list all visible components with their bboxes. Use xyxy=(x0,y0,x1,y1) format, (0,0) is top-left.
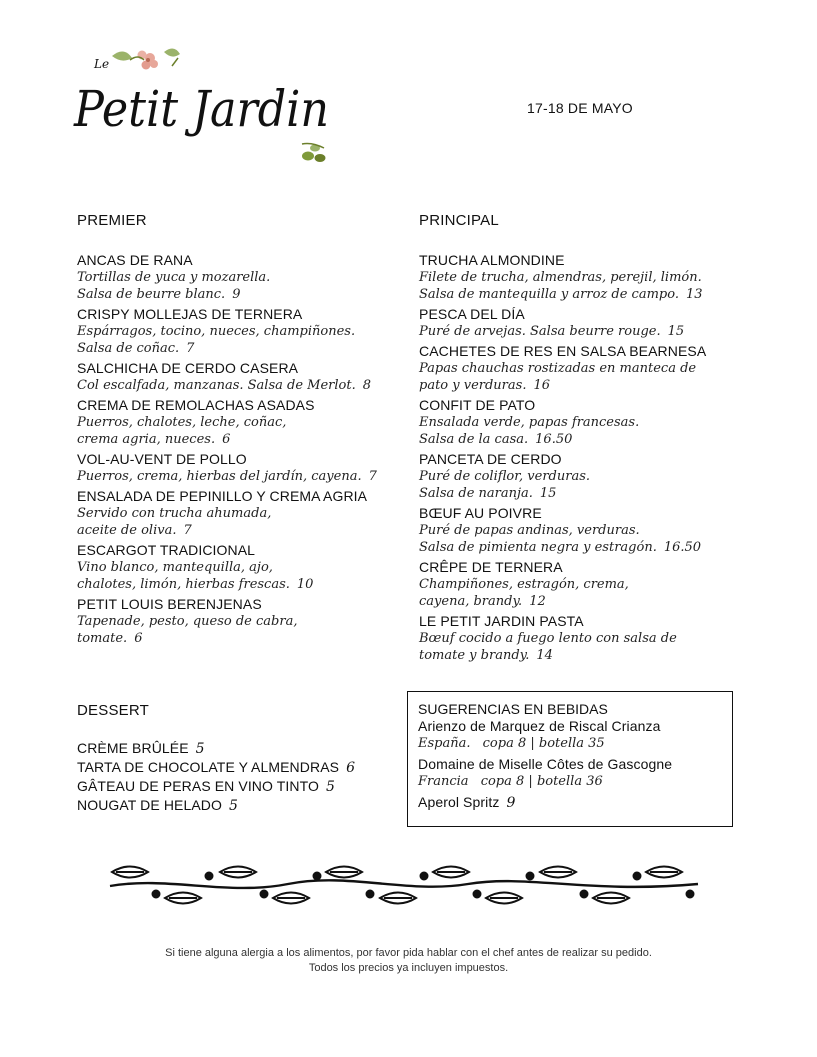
menu-item xyxy=(77,739,407,758)
menu-item-name: CRISPY MOLLEJAS DE TERNERA xyxy=(77,306,303,322)
menu-item xyxy=(419,505,759,556)
menu-item-desc: tomate y brandy. xyxy=(419,648,530,663)
menu-item-price: 6 xyxy=(222,432,231,447)
menu-item-desc: Col escalfada, manzanas. Salsa de Merlot. xyxy=(77,378,356,393)
menu-item-desc: Salsa de beurre blanc. xyxy=(77,287,226,302)
menu-item-name: TARTA DE CHOCOLATE Y ALMENDRAS xyxy=(77,759,340,775)
berry-icon xyxy=(687,891,694,898)
menu-item-desc: Espárragos, tocino, nueces, champiñones. xyxy=(77,324,356,339)
menu-item-name: SALCHICHA DE CERDO CASERA xyxy=(77,360,299,376)
drinks-box xyxy=(407,691,733,827)
menu-item-price: 13 xyxy=(685,287,703,302)
divider: | xyxy=(526,736,539,751)
menu-item-desc: Champiñones, estragón, crema, xyxy=(419,577,629,592)
menu-item-desc: aceite de oliva. xyxy=(77,523,177,538)
menu-item-desc: Puerros, chalotes, leche, coñac, xyxy=(77,415,287,430)
menu-item-desc: Salsa de naranja. xyxy=(419,486,533,501)
menu-item-price: 5 xyxy=(195,741,205,757)
event-date: 17-18 DE MAYO xyxy=(527,100,633,116)
menu-item-price: 7 xyxy=(368,469,377,484)
dessert-list xyxy=(77,739,407,815)
menu-item-name: PESCA DEL DÍA xyxy=(419,306,525,322)
berry-icon xyxy=(421,873,428,880)
menu-item xyxy=(77,397,407,448)
premier-title: PREMIER xyxy=(77,212,147,229)
berry-icon xyxy=(206,873,213,880)
principal-list xyxy=(419,252,759,667)
menu-item-desc: Papas chauchas rostizadas en manteca de xyxy=(419,361,697,376)
menu-item-desc: tomate. xyxy=(77,631,128,646)
logo-small-text: Le xyxy=(94,57,110,71)
drink-bottle-price: botella 36 xyxy=(536,774,603,789)
menu-item xyxy=(77,777,407,796)
menu-item-name: ANCAS DE RANA xyxy=(77,252,193,268)
drink-name: Arienzo de Marquez de Riscal Crianza xyxy=(418,718,661,734)
menu-item xyxy=(77,796,407,815)
menu-item-price: 6 xyxy=(134,631,143,646)
berry-icon xyxy=(527,873,534,880)
menu-item-name: ENSALADA DE PEPINILLO Y CREMA AGRIA xyxy=(77,488,368,504)
menu-item-price: 5 xyxy=(326,779,336,795)
divider: | xyxy=(524,774,537,789)
menu-item-desc: Puerros, crema, hierbas del jardín, cayena. xyxy=(77,469,362,484)
menu-item-desc: pato y verduras. xyxy=(419,378,527,393)
menu-item-name: VOL-AU-VENT DE POLLO xyxy=(77,451,247,467)
menu-item-desc: Puré de coliflor, verduras. xyxy=(419,469,590,484)
drink-glass-price: copa 8 xyxy=(482,736,527,751)
menu-item xyxy=(419,613,759,664)
menu-item-price: 14 xyxy=(536,648,553,663)
menu-item-price: 15 xyxy=(667,324,685,339)
menu-item-desc: Filete de trucha, almendras, perejil, limón. xyxy=(419,270,702,285)
dessert-title: DESSERT xyxy=(77,702,149,719)
berry-icon xyxy=(314,873,321,880)
drink-price: 9 xyxy=(506,795,516,811)
menu-item xyxy=(419,343,759,394)
menu-item xyxy=(77,306,407,357)
menu-item xyxy=(77,252,407,303)
drink-name: Domaine de Miselle Côtes de Gascogne xyxy=(418,756,673,772)
principal-title: PRINCIPAL xyxy=(419,212,499,229)
menu-item-name: CONFIT DE PATO xyxy=(419,397,536,413)
menu-item xyxy=(77,488,407,539)
menu-item-name: PANCETA DE CERDO xyxy=(419,451,562,467)
menu-item-name: TRUCHA ALMONDINE xyxy=(419,252,565,268)
berry-icon xyxy=(474,891,481,898)
berry-icon xyxy=(261,891,268,898)
menu-item-name: GÂTEAU DE PERAS EN VINO TINTO xyxy=(77,778,319,794)
menu-item-desc: Puré de papas andinas, verduras. xyxy=(419,523,640,538)
menu-item-desc: Salsa de mantequilla y arroz de campo. xyxy=(419,287,679,302)
menu-item-name: CREMA DE REMOLACHAS ASADAS xyxy=(77,397,315,413)
menu-item-name: CACHETES DE RES EN SALSA BEARNESA xyxy=(419,343,707,359)
menu-item-price: 9 xyxy=(232,287,241,302)
drink-bottle-price: botella 35 xyxy=(538,736,605,751)
menu-item-desc: Tortillas de yuca y mozarella. xyxy=(77,270,271,285)
menu-item-price: 8 xyxy=(362,378,371,393)
menu-item-price: 5 xyxy=(229,798,239,814)
drink-origin: España. xyxy=(418,736,471,751)
menu-item-name: CRÈME BRÛLÉE xyxy=(77,740,189,756)
menu-item xyxy=(77,542,407,593)
drink-origin: Francia xyxy=(418,774,469,789)
menu-item-price: 10 xyxy=(296,577,314,592)
menu-item-desc: Tapenade, pesto, queso de cabra, xyxy=(77,614,298,629)
menu-item-desc: Salsa de la casa. xyxy=(419,432,529,447)
menu-item-desc: Bœuf cocido a fuego lento con salsa de xyxy=(419,631,677,646)
drink-glass-price: copa 8 xyxy=(480,774,525,789)
logo-main-text: Petit Jardin xyxy=(73,80,330,138)
menu-item-desc: chalotes, limón, hierbas frescas. xyxy=(77,577,290,592)
vine-divider-icon xyxy=(108,858,700,916)
berry-icon xyxy=(581,891,588,898)
menu-item-desc: Vino blanco, mantequilla, ajo, xyxy=(77,560,273,575)
berry-icon xyxy=(367,891,374,898)
menu-item xyxy=(77,596,407,647)
menu-item-price: 16 xyxy=(533,378,550,393)
menu-item-name: CRÊPE DE TERNERA xyxy=(419,559,563,575)
drink-item xyxy=(418,756,722,790)
menu-item xyxy=(419,252,759,303)
menu-item-price: 16.50 xyxy=(535,432,573,447)
menu-item-price: 16.50 xyxy=(663,540,702,555)
berry-icon xyxy=(634,873,641,880)
menu-item-desc: Salsa de pimienta negra y estragón. xyxy=(419,540,657,555)
menu-item-desc: Puré de arvejas. Salsa beurre rouge. xyxy=(419,324,661,339)
restaurant-logo xyxy=(72,44,342,169)
menu-item xyxy=(77,360,407,394)
premier-list xyxy=(77,252,407,650)
menu-item xyxy=(77,758,407,777)
menu-item-name: LE PETIT JARDIN PASTA xyxy=(419,613,584,629)
menu-item xyxy=(419,451,759,502)
menu-item-name: NOUGAT DE HELADO xyxy=(77,797,222,813)
menu-item-price: 12 xyxy=(529,594,546,609)
drink-item xyxy=(418,794,722,812)
menu-item xyxy=(77,451,407,485)
allergy-notice: Si tiene alguna alergia a los alimentos, por favor pida hablar con el chef antes de realizar su pedido. xyxy=(165,947,652,959)
menu-item-desc: Salsa de coñac. xyxy=(77,341,180,356)
menu-item-desc: Ensalada verde, papas francesas. xyxy=(419,415,640,430)
menu-item-name: PETIT LOUIS BERENJENAS xyxy=(77,596,262,612)
drink-item xyxy=(418,718,722,752)
menu-item xyxy=(419,559,759,610)
menu-item-desc: Servido con trucha ahumada, xyxy=(77,506,272,521)
menu-item xyxy=(419,306,759,340)
drinks-title: SUGERENCIAS EN BEBIDAS xyxy=(418,701,608,717)
menu-item xyxy=(419,397,759,448)
tax-notice: Todos los precios ya incluyen impuestos. xyxy=(308,962,509,974)
olive-icon xyxy=(302,144,326,163)
menu-item-desc: cayena, brandy. xyxy=(419,594,523,609)
menu-item-price: 7 xyxy=(186,341,195,356)
blossom-icon xyxy=(112,48,180,69)
menu-item-price: 15 xyxy=(539,486,557,501)
menu-item-price: 6 xyxy=(346,760,356,776)
menu-item-name: BŒUF AU POIVRE xyxy=(419,505,542,521)
menu-item-name: ESCARGOT TRADICIONAL xyxy=(77,542,256,558)
menu-item-desc: crema agria, nueces. xyxy=(77,432,216,447)
menu-item-price: 7 xyxy=(183,523,192,538)
berry-icon xyxy=(153,891,160,898)
drink-name: Aperol Spritz xyxy=(418,794,500,810)
